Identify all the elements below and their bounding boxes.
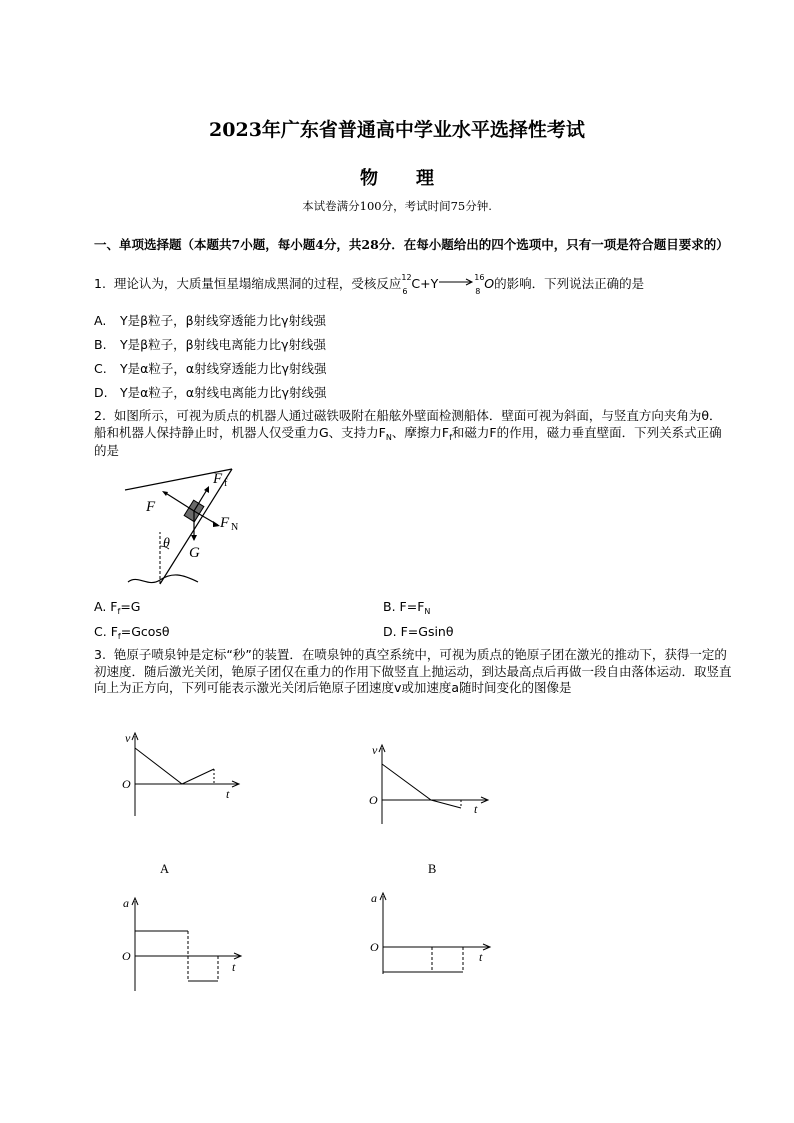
graph-c-xlabel: t (232, 960, 236, 974)
reaction-arrow (438, 273, 474, 290)
q1-option-c[interactable]: C. Y是α粒子，α射线穿透能力比γ射线强 (94, 361, 327, 376)
label-theta: θ (163, 536, 170, 551)
q2-option-a[interactable]: A. $F_f=G$ (94, 599, 141, 616)
q1-text-before: 理论认为，大质量恒星塌缩成黑洞的过程，受核反应 (113, 276, 402, 291)
graph-c[interactable] (118, 893, 248, 995)
graph-d-xlabel: t (479, 950, 483, 964)
graph-a-caption: A (160, 862, 170, 876)
graph-d-origin: O (370, 940, 379, 954)
label-g: G (189, 545, 200, 561)
q1-text-after: 的影响．下列说法正确的是 (494, 276, 645, 291)
graph-d[interactable] (367, 888, 497, 980)
q1-option-b[interactable]: B. Y是β粒子，β射线电离能力比γ射线强 (94, 337, 326, 352)
label-ff: F (213, 471, 223, 487)
question-1 (94, 273, 734, 296)
graph-a-ylabel: v (125, 731, 131, 745)
graph-b-caption: B (428, 862, 437, 876)
graph-c-origin: O (122, 949, 131, 963)
section-heading: 一、单项选择题（本题共7小题，每小题4分，共28分．在每小题给出的四个选项中，只有一项是符合题目要求的） (94, 237, 729, 252)
label-fn-sub: N (231, 522, 239, 533)
q2-option-c[interactable]: C. $F_f=Gcos\theta$ (94, 624, 170, 641)
c-mass-number: 12 (401, 273, 412, 282)
robot-force-diagram (120, 462, 255, 590)
exam-note: 本试卷满分100分，考试时间75分钟. (302, 199, 492, 213)
graph-b-ylabel: v (372, 743, 378, 757)
reaction-left: C+Y (411, 276, 439, 291)
subject-title: 物理 (360, 168, 472, 189)
graph-a-xlabel: t (226, 787, 230, 801)
q1-option-a[interactable]: A. Y是β粒子，β射线穿透能力比γ射线强 (94, 313, 326, 328)
q2-number: 2. (94, 408, 106, 423)
o-charge-number: 8 (475, 287, 481, 296)
water-surface (128, 575, 198, 583)
question-2: 2. 如图所示，可视为质点的机器人通过磁铁吸附在船舷外壁面检测船体．壁面可视为斜面，与竖直方向夹角为θ．船和机器人保持静止时，机器人仅受重力G、支持力$F_N$、摩擦力$F_f$和磁力F的作用，磁力垂直壁面．下列关系式正确的是 (94, 408, 722, 458)
graph-a[interactable] (118, 728, 248, 820)
question-3: 3. 铯原子喷泉钟是定标“秒”的装置．在喷泉钟的真空系统中，可视为质点的铯原子团在激光的推动下，获得一定的初速度．随后激光关闭，铯原子团仅在重力的作用下做竖直上抛运动，到达最高点后再做一段自由落体运动．取竖直向上为正方向，下列可能表示激光关闭后铯原子团速度v或加速度a随时间变化的图像是 (94, 647, 732, 695)
o-mass-number: 16 (474, 273, 485, 282)
graph-a-curve (135, 748, 214, 784)
graph-b[interactable] (367, 740, 497, 830)
graph-b-curve (382, 764, 461, 808)
q2-option-b[interactable]: B. $F=F_N$ (383, 599, 431, 616)
graph-c-ylabel: a (123, 896, 129, 910)
graph-d-ylabel: a (371, 891, 377, 905)
q1-option-d[interactable]: D. Y是α粒子，α射线电离能力比γ射线强 (94, 385, 327, 400)
q1-number: 1. (94, 276, 106, 291)
q2-option-d[interactable]: D. F=Gsinθ (383, 624, 454, 639)
o-symbol: O (484, 276, 495, 291)
graph-b-xlabel: t (474, 802, 478, 816)
label-fn: F (220, 515, 230, 531)
c-charge-number: 6 (402, 287, 408, 296)
graph-a-origin: O (122, 777, 131, 791)
magnetic-force-arrow (164, 492, 194, 511)
exam-title: 2023年广东省普通高中学业水平选择性考试 (209, 119, 585, 141)
label-ff-sub: f (224, 478, 228, 489)
q3-number: 3. (94, 647, 106, 662)
label-f: F (146, 499, 156, 515)
graph-b-origin: O (369, 793, 378, 807)
